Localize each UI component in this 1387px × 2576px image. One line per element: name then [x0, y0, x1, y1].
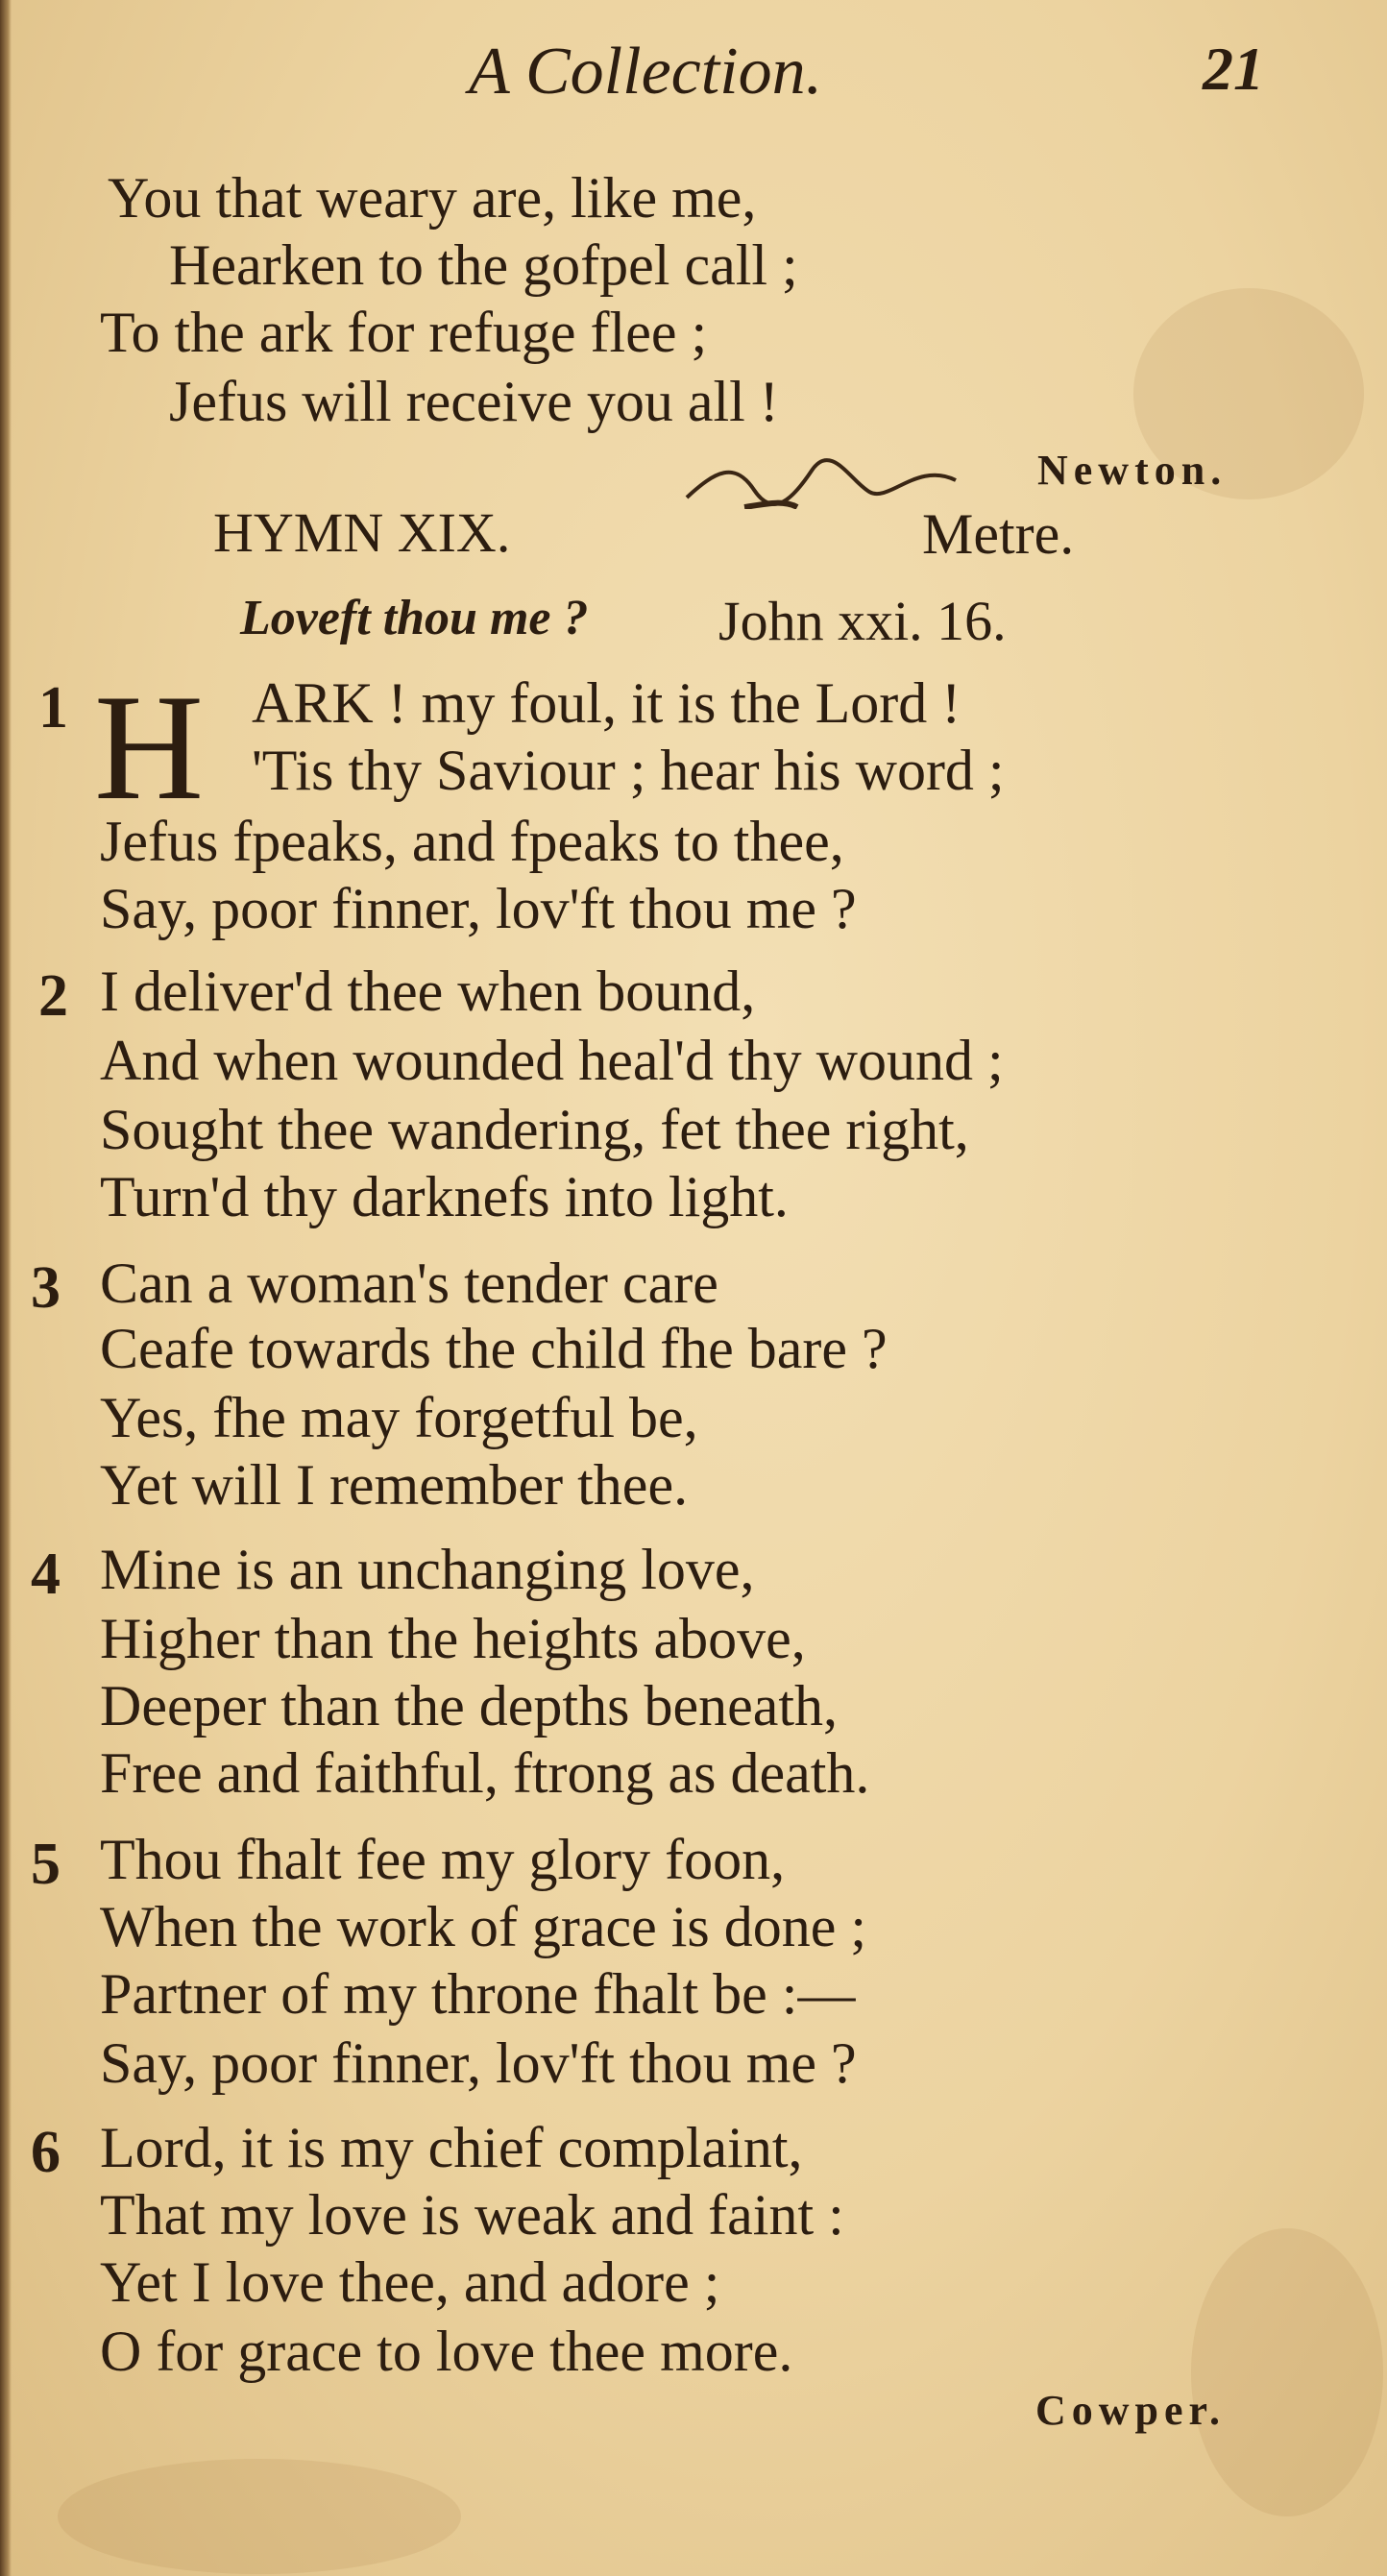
verse-line: Sought thee wandering, fet thee right,	[100, 1098, 969, 1161]
verse-line: Yes, fhe may forgetful be,	[100, 1386, 698, 1449]
verse-line: Jefus will receive you all !	[169, 370, 779, 433]
verse-line: I deliver'd thee when bound,	[100, 960, 756, 1023]
verse-line: Partner of my throne fhalt be :—	[100, 1962, 856, 2026]
drop-cap: H	[94, 664, 205, 832]
author-attribution: Newton.	[1037, 447, 1228, 494]
paper-stain	[1191, 2228, 1383, 2516]
verse-line: Hearken to the gofpel call ;	[169, 233, 798, 297]
book-spine-shadow	[0, 0, 12, 2576]
verse-line: Say, poor finner, lov'ft thou me ?	[100, 2031, 857, 2095]
verse-line: Turn'd thy darknefs into light.	[100, 1165, 789, 1228]
verse-line: Ceafe towards the child fhe bare ?	[100, 1317, 888, 1380]
verse-line: 'Tis thy Saviour ; hear his word ;	[252, 739, 1005, 802]
running-head: A Collection.	[469, 35, 823, 109]
verse-line: When the work of grace is done ;	[100, 1895, 867, 1958]
stanza-number: 6	[31, 2120, 61, 2185]
verse-line: ARK ! my foul, it is the Lord !	[252, 671, 961, 735]
hymn-metre: Metre.	[922, 502, 1075, 566]
verse-line: Thou fhalt fee my glory foon,	[100, 1828, 786, 1891]
author-attribution: Cowper.	[1035, 2387, 1227, 2434]
verse-line: That my love is weak and faint :	[100, 2183, 844, 2247]
hymn-title: HYMN XIX.	[213, 501, 511, 564]
verse-line: O for grace to love thee more.	[100, 2320, 793, 2383]
stanza-number: 3	[31, 1255, 61, 1321]
verse-line: And when wounded heal'd thy wound ;	[100, 1029, 1004, 1092]
stanza-number: 2	[38, 963, 68, 1029]
page-number: 21	[1203, 35, 1264, 103]
verse-line: To the ark for refuge flee ;	[100, 301, 708, 364]
scripture-reference: John xxi. 16.	[718, 590, 1007, 652]
verse-line: Say, poor finner, lov'ft thou me ?	[100, 877, 857, 940]
scripture-quote: Loveft thou me ?	[240, 591, 589, 645]
verse-line: Yet will I remember thee.	[100, 1453, 689, 1517]
stanza-number: 5	[31, 1832, 61, 1897]
handwritten-annotation	[677, 451, 989, 509]
verse-line: Deeper than the depths beneath,	[100, 1674, 839, 1738]
verse-line: Higher than the heights above,	[100, 1607, 806, 1670]
verse-line: Can a woman's tender care	[100, 1252, 718, 1315]
verse-line: Lord, it is my chief complaint,	[100, 2116, 803, 2179]
verse-line: Mine is an unchanging love,	[100, 1538, 755, 1601]
verse-line: You that weary are, like me,	[108, 166, 757, 230]
stanza-number: 4	[31, 1542, 61, 1607]
paper-stain	[58, 2459, 461, 2574]
verse-line: Yet I love thee, and adore ;	[100, 2250, 720, 2314]
verse-line: Free and faithful, ftrong as death.	[100, 1741, 870, 1805]
verse-line: Jefus fpeaks, and fpeaks to thee,	[100, 810, 844, 873]
stanza-number: 1	[38, 675, 68, 741]
